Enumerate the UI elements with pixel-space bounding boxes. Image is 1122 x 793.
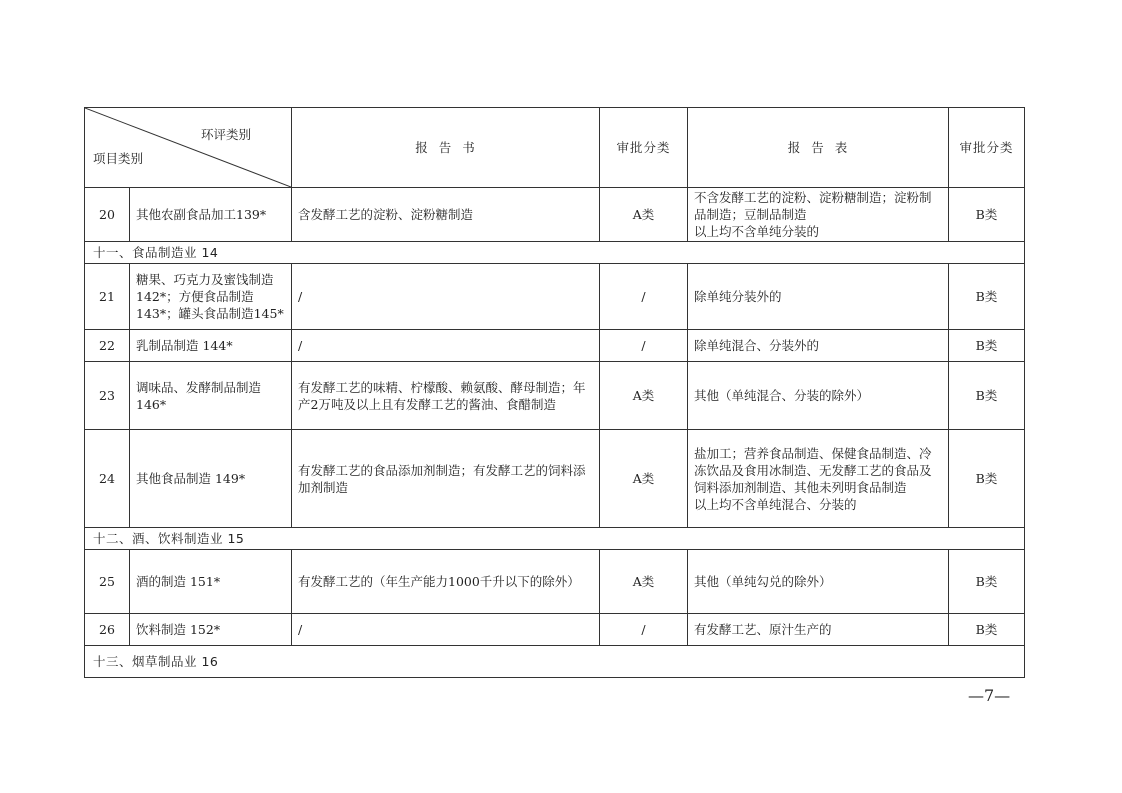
section-row [85, 528, 1025, 550]
row-number: 21 [85, 264, 130, 330]
table-row [85, 330, 1025, 362]
header-approval-2: 审批分类 [949, 108, 1025, 188]
row-number: 24 [85, 430, 130, 528]
row-number: 22 [85, 330, 130, 362]
approval-class-1: / [600, 330, 688, 362]
project-category: 调味品、发酵制品制造146* [130, 362, 292, 430]
report-form-criteria: 盐加工；营养食品制造、保健食品制造、冷冻饮品及食用冰制造、无发酵工艺的食品及饲料添加剂制造、其他未列明食品制造 以上均不含单纯混合、分装的 [688, 430, 949, 528]
approval-class-2: B类 [949, 188, 1025, 242]
approval-class-1: A类 [600, 188, 688, 242]
table-row [85, 188, 1025, 242]
header-row [85, 108, 1025, 188]
diagonal-header-cell [85, 108, 292, 188]
classification-table [84, 107, 1025, 678]
row-number: 23 [85, 362, 130, 430]
diagonal-divider [85, 108, 291, 187]
table-row [85, 614, 1025, 646]
approval-class-1: A类 [600, 430, 688, 528]
project-category: 酒的制造 151* [130, 550, 292, 614]
table-row [85, 430, 1025, 528]
approval-class-2: B类 [949, 550, 1025, 614]
report-book-criteria: / [292, 330, 600, 362]
project-category: 糖果、巧克力及蜜饯制造 142*；方便食品制造143*；罐头食品制造145* [130, 264, 292, 330]
section-title: 十二、酒、饮料制造业 15 [85, 528, 1025, 550]
report-book-criteria: 有发酵工艺的（年生产能力1000千升以下的除外） [292, 550, 600, 614]
report-form-criteria: 除单纯分装外的 [688, 264, 949, 330]
report-book-criteria: / [292, 264, 600, 330]
approval-class-2: B类 [949, 362, 1025, 430]
report-form-criteria: 其他（单纯混合、分装的除外） [688, 362, 949, 430]
report-book-criteria: 含发酵工艺的淀粉、淀粉糖制造 [292, 188, 600, 242]
header-report-book: 报 告 书 [292, 108, 600, 188]
report-form-criteria: 有发酵工艺、原汁生产的 [688, 614, 949, 646]
section-title: 十三、烟草制品业 16 [85, 646, 1025, 678]
report-form-criteria: 其他（单纯勾兑的除外） [688, 550, 949, 614]
report-form-criteria: 除单纯混合、分装外的 [688, 330, 949, 362]
section-title: 十一、食品制造业 14 [85, 242, 1025, 264]
section-row [85, 646, 1025, 678]
header-env-category: 环评类别 [200, 127, 251, 142]
table-row [85, 362, 1025, 430]
row-number: 20 [85, 188, 130, 242]
table-row [85, 550, 1025, 614]
page-number: —7— [968, 686, 1011, 705]
table-row [85, 264, 1025, 330]
approval-class-2: B类 [949, 330, 1025, 362]
approval-class-1: / [600, 264, 688, 330]
header-approval-1: 审批分类 [600, 108, 688, 188]
approval-class-2: B类 [949, 430, 1025, 528]
approval-class-2: B类 [949, 614, 1025, 646]
report-book-criteria: 有发酵工艺的食品添加剂制造；有发酵工艺的饲料添加剂制造 [292, 430, 600, 528]
approval-class-1: A类 [600, 362, 688, 430]
row-number: 25 [85, 550, 130, 614]
header-project-category: 项目类别 [93, 151, 144, 166]
report-form-criteria: 不含发酵工艺的淀粉、淀粉糖制造；淀粉制品制造；豆制品制造 以上均不含单纯分装的 [688, 188, 949, 242]
project-category: 饮料制造 152* [130, 614, 292, 646]
approval-class-1: A类 [600, 550, 688, 614]
project-category: 其他食品制造 149* [130, 430, 292, 528]
section-row [85, 242, 1025, 264]
approval-class-1: / [600, 614, 688, 646]
report-book-criteria: / [292, 614, 600, 646]
header-report-form: 报 告 表 [688, 108, 949, 188]
approval-class-2: B类 [949, 264, 1025, 330]
project-category: 其他农副食品加工139* [130, 188, 292, 242]
project-category: 乳制品制造 144* [130, 330, 292, 362]
report-book-criteria: 有发酵工艺的味精、柠檬酸、赖氨酸、酵母制造；年产2万吨及以上且有发酵工艺的酱油、食醋制造 [292, 362, 600, 430]
row-number: 26 [85, 614, 130, 646]
